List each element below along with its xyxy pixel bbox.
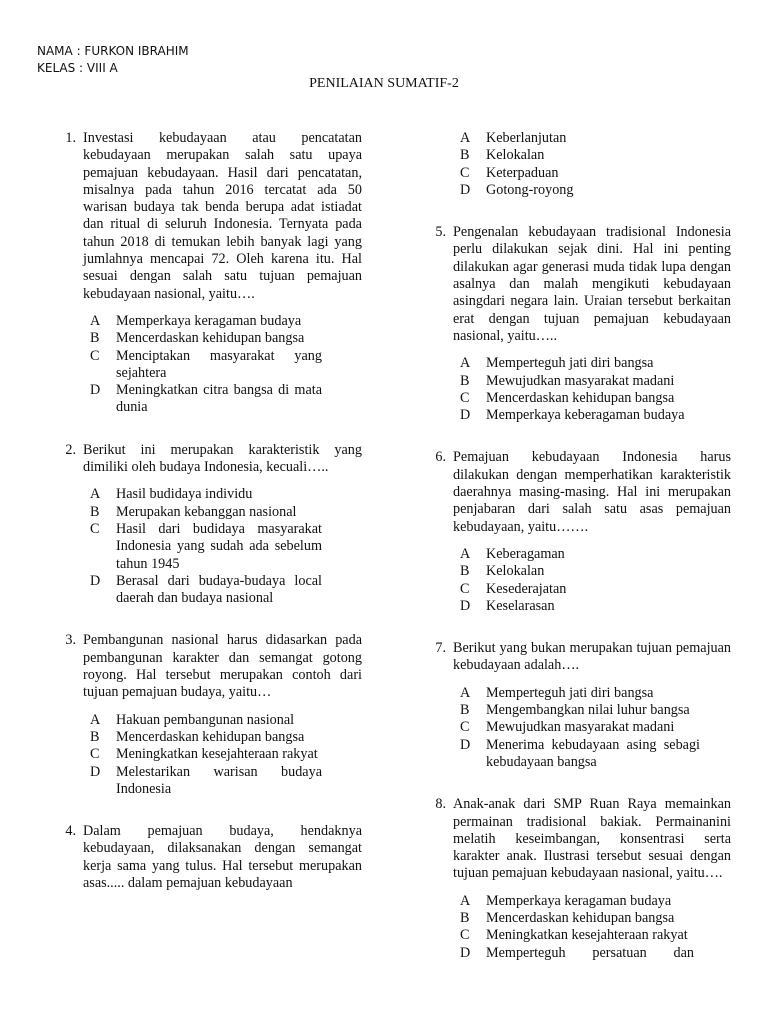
question-text: Dalam pemajuan budaya, hendaknya kebudayaan, dilaksanakan dengan semangat kerja sama yang tulus. Hal tersebut merupakan asas..... dalam pemajuan kebudayaan — [83, 823, 362, 891]
option-letter: B — [90, 503, 100, 520]
option-c — [90, 348, 322, 383]
option-c — [460, 165, 692, 182]
option-letter: A — [460, 355, 471, 372]
option-letter: B — [460, 563, 470, 580]
option-d — [90, 573, 322, 608]
option-text: Memperteguh jati diri bangsa — [486, 684, 654, 701]
option-text: Memperkaya keragaman budaya — [486, 892, 672, 909]
option-text: Hakuan pembangunan nasional — [116, 711, 295, 728]
option-text: Menerima kebudayaan asing sebagi kebudayaan bangsa — [486, 736, 700, 770]
question-number: 2. — [65, 441, 76, 458]
option-c — [460, 719, 700, 736]
option-text: Meningkatkan kesejahteraan rakyat — [486, 927, 688, 944]
question-text: Pengenalan kebudayaan tradisional Indonesia perlu dilakukan sejak dini. Hal ini penting dilakukan agar generasi muda tidak lupa dengan asalnya dan malah mengikuti kebudayaan asingdari negara lain. Uraian tersebut berkaitan erat dengan tujuan pemajuan kebudayaan nasional, yaitu….. — [453, 224, 731, 344]
option-text: Melestarikan warisan budaya Indonesia — [116, 763, 322, 797]
option-letter: B — [460, 147, 470, 164]
option-d — [460, 737, 700, 772]
option-letter: D — [460, 407, 471, 424]
option-text: Kelokalan — [486, 147, 545, 164]
option-text: Hasil budidaya individu — [116, 486, 253, 503]
option-letter: D — [460, 181, 471, 198]
student-class: KELAS : VIII A — [37, 61, 118, 75]
option-a — [460, 546, 700, 563]
option-b — [460, 147, 692, 164]
option-letter: B — [460, 702, 470, 719]
option-letter: A — [460, 892, 471, 909]
option-b — [90, 330, 322, 347]
option-text: Keterpaduan — [486, 164, 559, 181]
option-c — [460, 927, 694, 944]
question-3 — [53, 632, 362, 798]
option-letter: D — [90, 763, 101, 780]
option-d — [460, 945, 694, 962]
option-letter: D — [460, 736, 471, 753]
question-4-options — [423, 130, 731, 199]
option-letter: C — [90, 746, 100, 763]
option-c — [90, 521, 322, 573]
option-text: Mewujudkan masyarakat madani — [486, 372, 675, 389]
question-text: Pembangunan nasional harus didasarkan pada pembangunan karakter dan semangat gotong royong. Hal tersebut merupakan contoh dari tujuan pemajuan budaya, yaitu… — [83, 632, 362, 701]
option-a — [460, 130, 692, 147]
question-number: 8. — [435, 796, 446, 813]
option-text: Memperteguh jati diri bangsa — [486, 355, 654, 372]
option-letter: A — [90, 711, 101, 728]
option-text: Kelokalan — [486, 563, 545, 580]
question-1 — [53, 130, 362, 417]
question-text: Berikut yang bukan merupakan tujuan pemajuan kebudayaan adalah…. — [453, 640, 731, 674]
question-text: Investasi kebudayaan atau pencatatan kebudayaan merupakan salah satu upaya pemajuan kebudayaan. Hasil dari pencatatan, misalnya pada tahun 2016 tercatat ada 50 warisan budaya tak benda berupa adat istiadat dan ritual di seluruh Indonesia. Ternyata pada tahun 2018 di temukan lebih banyak lagi yang jumlahnya mencapai 72. Oleh karena itu. Hal sesuai dengan salah satu tujuan pemajuan kebudayaan nasional, yaitu…. — [83, 130, 362, 302]
question-text: Pemajuan kebudayaan Indonesia harus dilakukan dengan memperhatikan karakteristik daerahnya masing-masing. Hal ini merupakan penjabaran dari salah satu asas pemajuan kebudayaan, yaitu……. — [453, 449, 731, 535]
question-6 — [423, 449, 731, 615]
question-number: 1. — [65, 130, 76, 146]
option-text: Mencerdaskan kehidupan bangsa — [116, 728, 305, 745]
option-text: Memperkaya keberagaman budaya — [486, 407, 685, 424]
question-number: 3. — [65, 632, 76, 649]
option-letter: A — [460, 684, 471, 701]
option-letter: C — [460, 164, 470, 181]
option-c — [460, 390, 700, 407]
option-d — [460, 182, 692, 199]
option-text: Keberlanjutan — [486, 130, 567, 146]
option-text: Merupakan kebanggan nasional — [116, 503, 297, 520]
option-text: Hasil dari budidaya masyarakat Indonesia yang sudah ada sebelum tahun 1945 — [116, 520, 322, 572]
option-text: Gotong-royong — [486, 181, 574, 198]
option-letter: D — [460, 944, 471, 961]
question-2 — [53, 442, 362, 608]
option-b — [460, 702, 700, 719]
option-letter: C — [460, 927, 470, 944]
option-a — [460, 355, 700, 372]
option-letter: C — [460, 389, 470, 406]
question-4 — [53, 823, 362, 892]
option-text: Meningkatkan kesejahteraan rakyat — [116, 746, 318, 763]
option-a — [90, 313, 322, 330]
option-letter: B — [90, 728, 100, 745]
option-c — [90, 746, 322, 763]
option-a — [460, 893, 694, 910]
question-5 — [423, 224, 731, 424]
question-text: Berikut ini merupakan karakteristik yang dimiliki oleh budaya Indonesia, kecuali….. — [83, 441, 362, 476]
option-text: Menciptakan masyarakat yang sejahtera — [116, 347, 322, 381]
question-number: 7. — [435, 640, 446, 657]
option-letter: D — [90, 382, 101, 399]
option-text: Mewujudkan masyarakat madani — [486, 719, 675, 736]
question-8 — [423, 796, 731, 962]
option-letter: A — [460, 130, 471, 146]
right-column — [423, 130, 731, 962]
option-letter: C — [90, 520, 100, 537]
question-number: 6. — [435, 449, 446, 466]
option-b — [90, 504, 322, 521]
option-letter: A — [90, 486, 101, 503]
question-7 — [423, 640, 731, 771]
student-name: NAMA : FURKON IBRAHIM — [37, 44, 189, 58]
option-text: Meningkatkan citra bangsa di mata dunia — [116, 382, 322, 416]
left-column — [53, 130, 362, 892]
option-a — [90, 486, 322, 503]
option-d — [460, 407, 700, 424]
option-letter: D — [90, 572, 101, 589]
question-number: 5. — [435, 224, 446, 241]
page-title: PENILAIAN SUMATIF-2 — [309, 76, 459, 91]
question-number: 4. — [65, 823, 76, 840]
option-letter: B — [460, 909, 470, 926]
option-d — [460, 598, 700, 615]
option-d — [90, 382, 322, 417]
option-letter: C — [90, 347, 100, 364]
option-a — [90, 712, 322, 729]
option-text: Mencerdaskan kehidupan bangsa — [116, 330, 305, 347]
option-text: Mencerdaskan kehidupan bangsa — [486, 909, 675, 926]
option-text: Mencerdaskan kehidupan bangsa — [486, 389, 675, 406]
question-text: Anak-anak dari SMP Ruan Raya memainkan permainan tradisional bakiak. Permainanini melatih keseimbangan, konsentrasi serta karakter anak. Ilustrasi tersebut sesuai dengan tujuan pemajuan kebudayaan nasional, yaitu…. — [453, 796, 731, 882]
option-b — [460, 563, 700, 580]
option-text: Keselarasan — [486, 597, 555, 614]
option-text: Keberagaman — [486, 545, 565, 562]
option-text: Kesederajatan — [486, 580, 567, 597]
option-letter: C — [460, 580, 470, 597]
option-text: Mengembangkan nilai luhur bangsa — [486, 702, 690, 719]
option-b — [460, 373, 700, 390]
option-text: Memperteguh persatuan dan — [486, 944, 694, 961]
option-text: Berasal dari budaya-budaya local daerah dan budaya nasional — [116, 572, 322, 607]
option-b — [460, 910, 694, 927]
option-letter: B — [90, 330, 100, 347]
option-letter: C — [460, 719, 470, 736]
option-d — [90, 764, 322, 799]
option-b — [90, 729, 322, 746]
option-text: Memperkaya keragaman budaya — [116, 312, 302, 329]
option-a — [460, 685, 700, 702]
option-letter: B — [460, 372, 470, 389]
option-letter: A — [90, 312, 101, 329]
option-c — [460, 581, 700, 598]
option-letter: A — [460, 545, 471, 562]
option-letter: D — [460, 597, 471, 614]
